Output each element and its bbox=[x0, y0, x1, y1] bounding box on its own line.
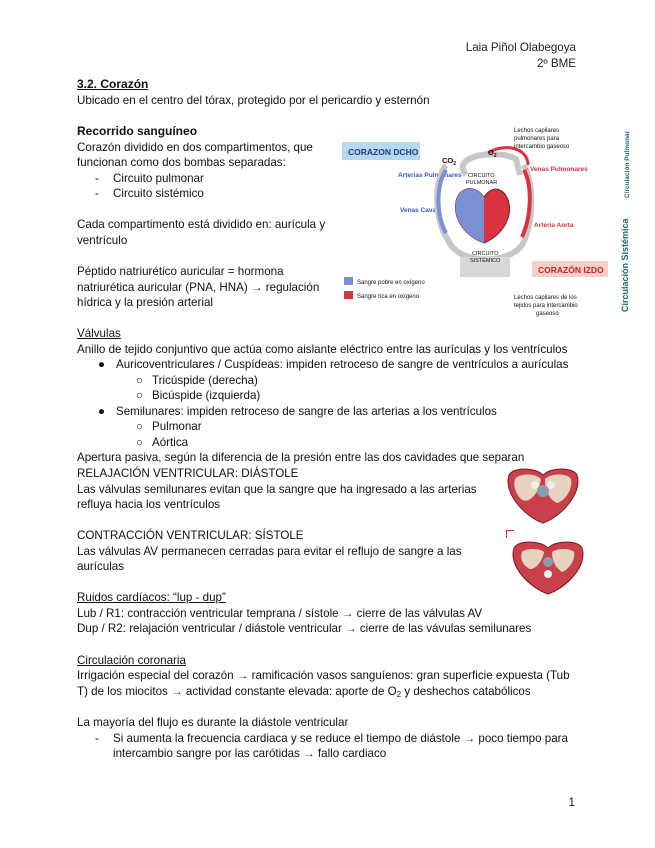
relajacion-line-2: refluya hacia los ventrículos bbox=[77, 498, 221, 511]
corazon-izdo-label: CORAZÓN IZDO bbox=[538, 265, 604, 275]
pna-line-3: hídrica y la presión arterial bbox=[77, 296, 213, 309]
corazon-dcho-label: CORAZON DCHO bbox=[348, 147, 419, 157]
heart-systole-svg bbox=[510, 538, 586, 596]
section-title: 3.2. Corazón bbox=[77, 77, 149, 91]
heart-diastole-svg bbox=[505, 465, 581, 525]
valvulas-desc: Anillo de tejido conjuntivo que actúa como aislante eléctrico entre las aurículas y los ventrículos bbox=[77, 343, 568, 356]
o2-label: $O_2$ bbox=[488, 148, 497, 159]
legend-rich-label: Sangre rica en oxígeno bbox=[357, 294, 420, 300]
compartment-line-1: Cada compartimento está dividido en: aurícula y bbox=[77, 218, 326, 231]
ruidos-lub: Lub / R1: contracción ventricular temprana / sístole → cierre de las válvulas AV bbox=[77, 607, 483, 620]
section-intro: Ubicado en el centro del tórax, protegido por el pericardio y esternón bbox=[77, 94, 430, 107]
pulmonary-loop bbox=[463, 154, 520, 175]
side-caption-pulmonar: Circulación Pulmonar bbox=[624, 130, 631, 198]
list-item: ● Auricoventriculares / Cuspídeas: impiden retroceso de sangre de ventrículos a aurículas bbox=[98, 358, 569, 371]
author-name: Laia Piñol Olabegoya bbox=[465, 41, 576, 54]
pna-line-2: natriurética auricular (PNA, HNA) → regulación bbox=[77, 281, 320, 294]
lechos-pulmonares-1: Lechos capilares bbox=[514, 128, 560, 134]
heart-right-side bbox=[455, 189, 484, 243]
pna-line-1: Péptido natriurético auricular = hormona bbox=[77, 265, 284, 278]
valvulas-heading: Válvulas bbox=[77, 327, 121, 340]
venas-cavas-label: Venas Cavas bbox=[400, 207, 440, 214]
image-corner-marker bbox=[506, 530, 514, 538]
contraccion-line-2: aurículas bbox=[77, 560, 125, 573]
circulation-diagram-svg bbox=[338, 115, 610, 323]
page-number: 1 bbox=[568, 796, 575, 809]
list-item: ● Semilunares: impiden retroceso de sangre de las arterias a los ventrículos bbox=[98, 405, 497, 418]
list-item: ○ Aórtica bbox=[136, 436, 189, 449]
recorrido-heading: Recorrido sanguíneo bbox=[77, 124, 198, 138]
circuito-sistemico-label-1: CIRCUITO bbox=[472, 251, 499, 257]
list-item: - Circuito sistémico bbox=[95, 187, 204, 200]
circuito-pulmonar-label-2: PULMONAR bbox=[466, 180, 498, 186]
circuito-sistemico-label-2: SISTÉMICO bbox=[470, 258, 501, 264]
heart-valves-diastole-image bbox=[505, 465, 581, 525]
recorrido-line-1: Corazón dividido en dos compartimentos, que bbox=[77, 141, 313, 154]
arterias-pulmonares-label: Arterias Pulmonares bbox=[398, 172, 462, 179]
coronaria-line-1: Irrigación especial del corazón → ramificación vasos sanguíenos: gran superficie expuesta (Tub bbox=[77, 669, 570, 682]
list-item: ○ Tricúspide (derecha) bbox=[136, 374, 258, 387]
list-item: ○ Pulmonar bbox=[136, 420, 202, 433]
co2-label: $CO_2$ bbox=[442, 156, 457, 167]
list-item: - Circuito pulmonar bbox=[95, 172, 204, 185]
ruidos-heading: Ruidos cardíacos: “lup - dup” bbox=[77, 591, 226, 604]
venas-pulmonares-label: - Venas Pulmonares bbox=[526, 166, 588, 173]
ruidos-dup: Dup / R2: relajación ventricular / diástole ventricular → cierre de las vávulas semilunares bbox=[77, 622, 532, 635]
circulation-diagram bbox=[338, 115, 610, 323]
side-caption-sistemica: Circulación Sistémica bbox=[620, 218, 630, 312]
legend-rich-swatch bbox=[344, 291, 353, 299]
contraccion-title: CONTRACCIÓN VENTRICULAR: SÍSTOLE bbox=[77, 529, 304, 542]
lechos-pulmonares-3: intercambio gaseoso bbox=[514, 144, 570, 150]
compartment-line-2: ventrículo bbox=[77, 234, 128, 247]
contraccion-line-1: Las válvulas AV permanecen cerradas para evitar el reflujo de sangre a las bbox=[77, 545, 462, 558]
legend-poor-swatch bbox=[344, 277, 353, 285]
coronaria-heading: Circulación coronaria bbox=[77, 654, 186, 667]
recorrido-line-2: funcionan como dos bombas separadas: bbox=[77, 156, 286, 169]
circuito-pulmonar-label-1: CIRCUITO bbox=[468, 173, 495, 179]
legend-poor-label: Sangre pobre en oxígeno bbox=[357, 280, 425, 286]
apertura-text: Apertura pasiva, según la diferencia de la presión entre las dos cavidades que separan bbox=[77, 451, 525, 464]
lechos-pulmonares-2: pulmonares para bbox=[514, 136, 560, 142]
flujo-text: La mayoría del flujo es durante la diástole ventricular bbox=[77, 716, 349, 729]
course-label: 2º BME bbox=[536, 57, 576, 70]
relajacion-line-1: Las válvulas semilunares evitan que la sangre que ha ingresado a las arterias bbox=[77, 483, 477, 496]
coronaria-line-2: T) de los miocitos → actividad constante elevada: aporte de $O_2$ y deshechos catabólicos bbox=[77, 685, 531, 699]
list-item-continuation: intercambio sangre por las carótidas → fallo cardiaco bbox=[113, 747, 387, 760]
lechos-tejidos-1: Lechos capilares de los bbox=[514, 295, 577, 301]
lechos-tejidos-3: gaseoso bbox=[536, 311, 559, 317]
list-item: - Si aumenta la frecuencia cardiaca y se reduce el tiempo de diástole → poco tiempo para bbox=[95, 732, 568, 745]
arteria-aorta-label: Arteria Aorta bbox=[534, 222, 574, 229]
list-item: ○ Bicúspide (izquierda) bbox=[136, 389, 261, 402]
relajacion-title: RELAJACIÓN VENTRICULAR: DIÁSTOLE bbox=[77, 467, 299, 480]
lechos-tejidos-2: tejidos para intercambio bbox=[514, 303, 578, 309]
heart-valves-systole-image bbox=[510, 538, 586, 596]
